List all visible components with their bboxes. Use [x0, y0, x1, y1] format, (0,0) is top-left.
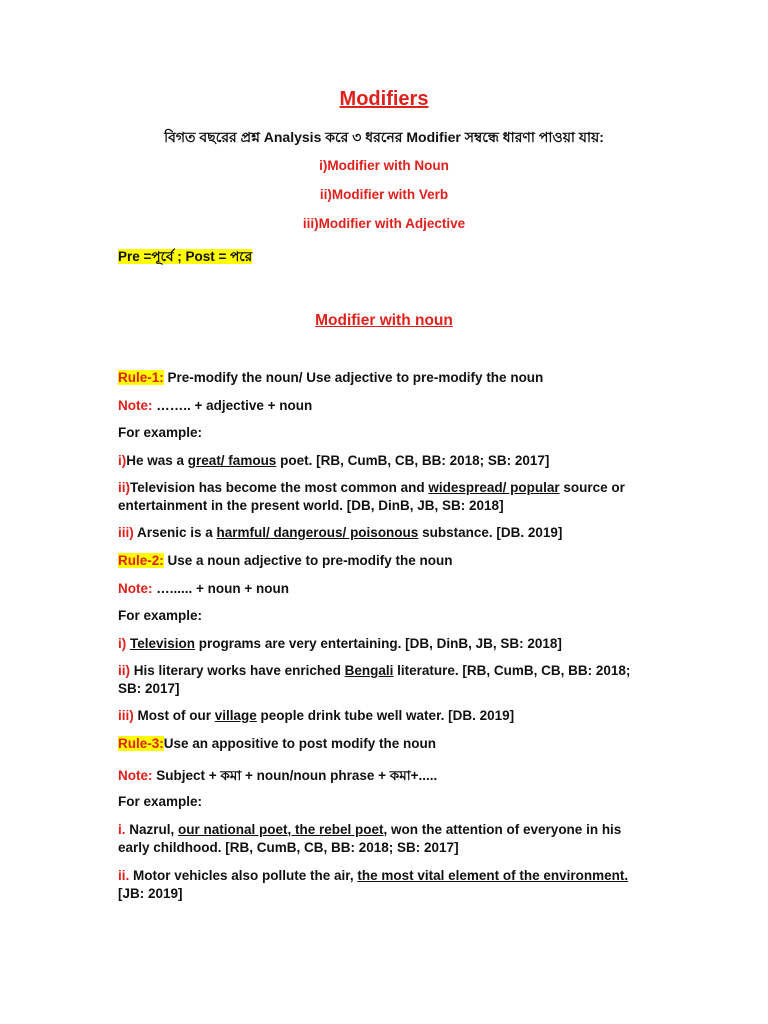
- example-underlined: Television: [130, 636, 196, 651]
- type-item-verb: ii)Modifier with Verb: [319, 187, 449, 202]
- example-text: poet. [RB, CumB, CB, BB: 2018; SB: 2017]: [276, 453, 550, 468]
- example-number: iii): [118, 525, 134, 540]
- section-title: Modifier with noun: [315, 312, 453, 329]
- example-text: Most of our: [133, 708, 215, 723]
- example-number: ii): [118, 663, 130, 678]
- rule1-label: Rule-1:: [118, 370, 164, 385]
- rule2-example-2: [118, 662, 648, 698]
- example-number: ii.: [118, 868, 130, 883]
- rule3-text: Use an appositive to post modify the noun: [163, 736, 437, 751]
- example-text: Television has become the most common and: [130, 480, 429, 495]
- example-text: people drink tube well water. [DB. 2019]: [256, 708, 515, 723]
- type-item-noun: i)Modifier with Noun: [319, 158, 449, 173]
- pre-post-note: [118, 246, 252, 269]
- rule1-line: [118, 370, 543, 385]
- example-number: iii): [118, 708, 134, 723]
- rule3-example-1: [118, 821, 648, 857]
- example-text: Nazrul,: [125, 822, 179, 837]
- example-underlined: village: [214, 708, 257, 723]
- page-title: Modifiers: [339, 88, 429, 110]
- example-text: Arsenic is a: [133, 525, 217, 540]
- rule2-example-1: [118, 636, 562, 651]
- example-text: He was a: [126, 453, 188, 468]
- example-number: i.: [118, 822, 126, 837]
- example-number: i): [118, 453, 127, 468]
- rule2-for-example: For example:: [118, 608, 203, 623]
- rule1-note-text: …….. + adjective + noun: [152, 398, 313, 413]
- rule2-note-label: Note:: [118, 581, 153, 596]
- example-text: source or entertainment in the present world. [DB, DinB, JB, SB: 2018]: [118, 480, 625, 513]
- rule3-line: [118, 736, 436, 751]
- example-text: [JB: 2019]: [118, 886, 183, 901]
- example-text: His literary works have enriched: [130, 663, 345, 678]
- rule1-note: [118, 398, 312, 413]
- rule3-note-text: Subject + কমা + noun/noun phrase + কমা+.....: [152, 768, 438, 783]
- example-underlined: harmful/ dangerous/ poisonous: [216, 525, 419, 540]
- rule2-note: [118, 581, 289, 596]
- rule1-example-2: [118, 479, 648, 515]
- example-text: literature. [RB, CumB, CB, BB: 2018; SB: 2017]: [118, 663, 631, 696]
- intro-text: বিগত বছরের প্রশ্ন Analysis করে ৩ ধরনের Modifier সম্বন্ধে ধারণা পাওয়া যায়:: [164, 129, 604, 145]
- example-underlined: the most vital element of the environment.: [357, 868, 629, 883]
- example-underlined: widespread/ popular: [428, 480, 560, 495]
- rule1-example-3: [118, 525, 562, 540]
- rule1-note-label: Note:: [118, 398, 153, 413]
- rule2-label: Rule-2:: [118, 553, 164, 568]
- rule2-line: [118, 553, 453, 568]
- example-underlined: our national poet, the rebel poet: [178, 822, 384, 837]
- example-number: i): [118, 636, 127, 651]
- rule2-note-text: …...... + noun + noun: [152, 581, 289, 596]
- pre-post-highlight: Pre =পূর্বে ; Post = পরে: [118, 249, 253, 264]
- example-text: substance. [DB. 2019]: [418, 525, 563, 540]
- rule1-example-1: [118, 453, 549, 468]
- rule3-note-label: Note:: [118, 768, 153, 783]
- rule3-label: Rule-3:: [118, 736, 164, 751]
- example-number: ii): [118, 480, 130, 495]
- rule1-for-example: For example:: [118, 425, 203, 440]
- rule3-example-2: [118, 867, 648, 903]
- rule1-text: Pre-modify the noun/ Use adjective to pre-modify the noun: [163, 370, 544, 385]
- example-underlined: Bengali: [344, 663, 394, 678]
- rule2-example-3: [118, 708, 514, 723]
- type-item-adjective: iii)Modifier with Adjective: [302, 216, 466, 231]
- rule3-note: [118, 765, 437, 788]
- example-text: , won the attention of everyone in his early childhood. [RB, CumB, CB, BB: 2018; SB: 2017]: [118, 822, 622, 855]
- example-text: programs are very entertaining. [DB, DinB, JB, SB: 2018]: [195, 636, 562, 651]
- example-text: Motor vehicles also pollute the air,: [129, 868, 358, 883]
- example-underlined: great/ famous: [187, 453, 277, 468]
- rule2-text: Use a noun adjective to pre-modify the noun: [163, 553, 453, 568]
- rule3-for-example: For example:: [118, 794, 203, 809]
